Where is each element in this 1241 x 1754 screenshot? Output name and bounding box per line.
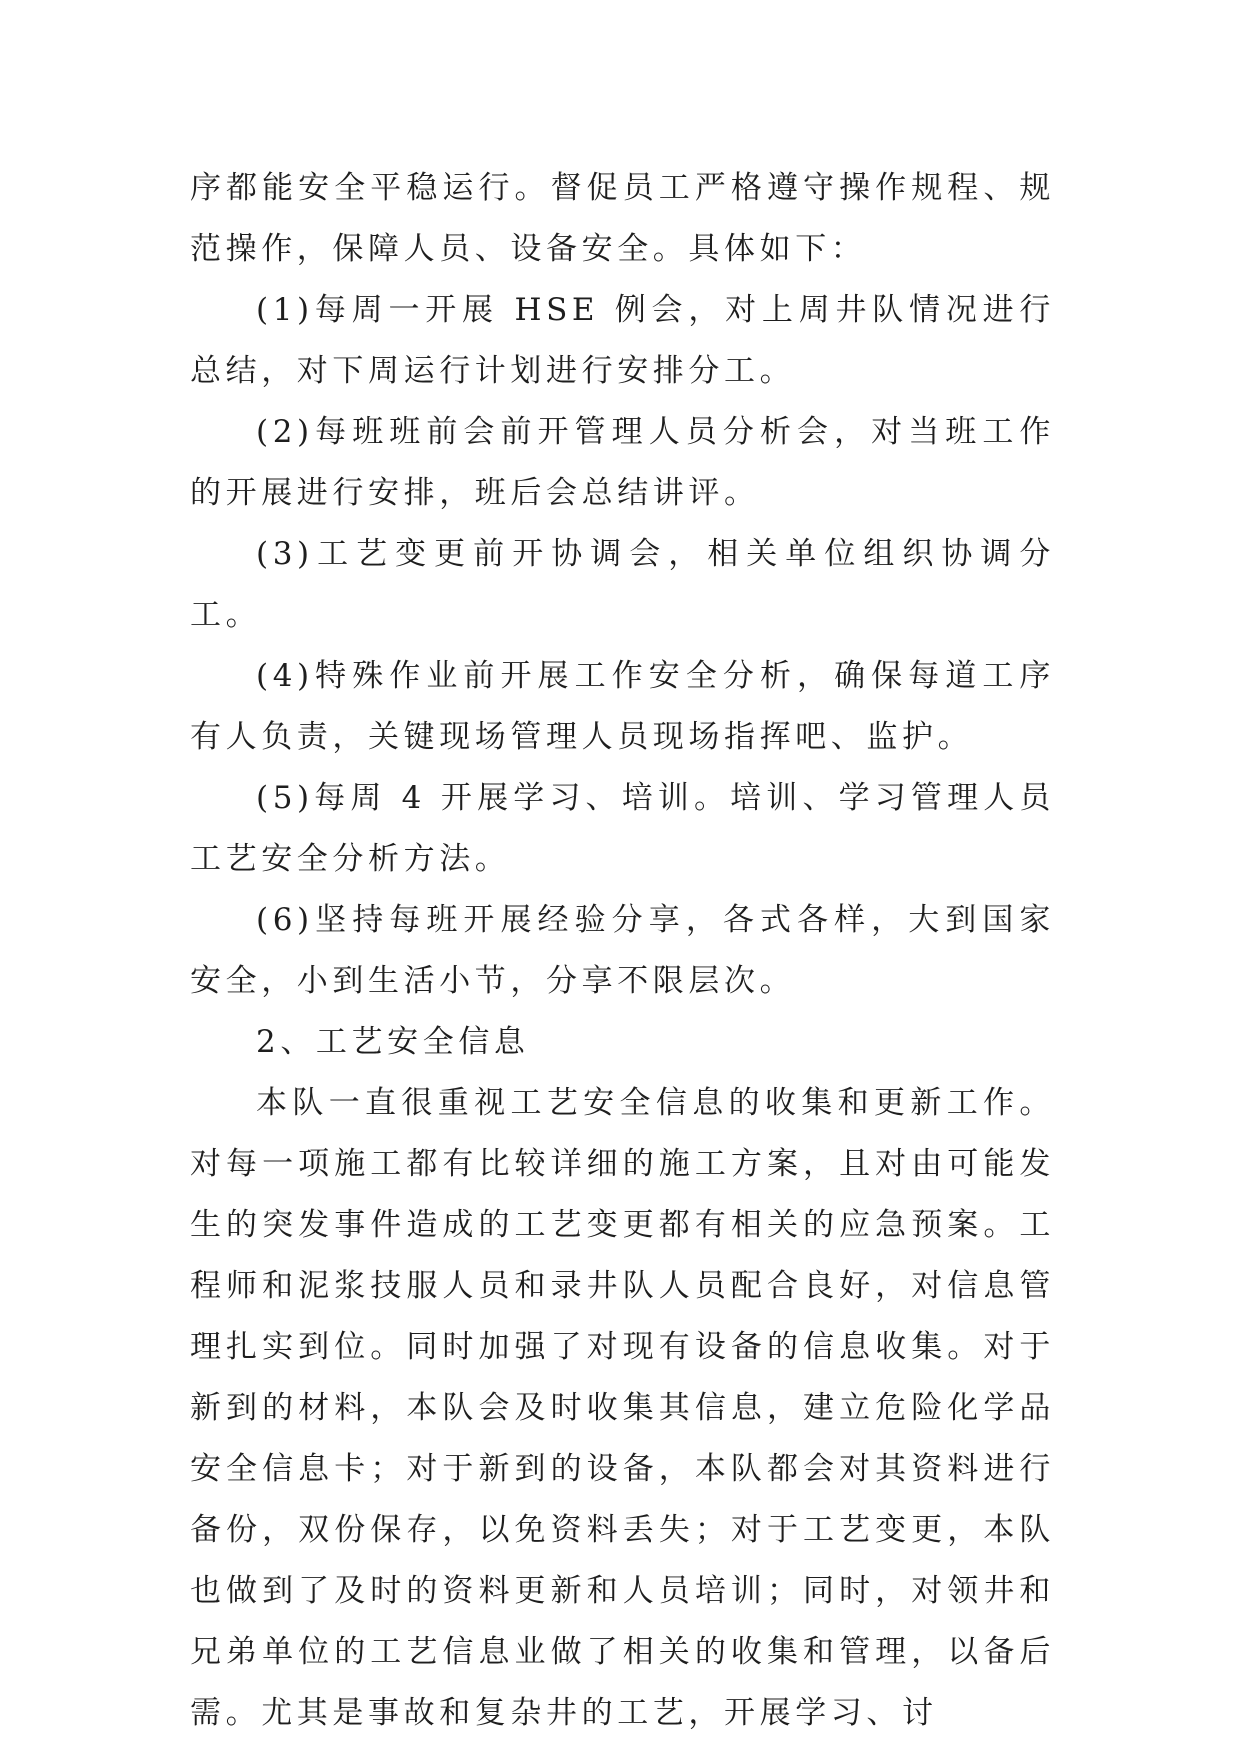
list-item-3: (3)工艺变更前开协调会，相关单位组织协调分工。: [190, 536, 1055, 633]
document-page: [190, 158, 1055, 1744]
list-item-6: (6)坚持每班开展经验分享，各式各样，大到国家安全，小到生活小节，分享不限层次。: [190, 902, 1055, 999]
list-item-2: (2)每班班前会前开管理人员分析会，对当班工作的开展进行安排，班后会总结讲评。: [190, 414, 1055, 511]
list-item-5: (5)每周 4 开展学习、培训。培训、学习管理人员工艺安全分析方法。: [190, 780, 1055, 877]
paragraph-continuation: 序都能安全平稳运行。督促员工严格遵守操作规程、规范操作，保障人员、设备安全。具体如下：: [190, 170, 1055, 267]
section-heading: 2、工艺安全信息: [256, 1024, 530, 1060]
list-item-1: (1)每周一开展 HSE 例会，对上周井队情况进行总结，对下周运行计划进行安排分工。: [190, 292, 1055, 389]
body-paragraph: 本队一直很重视工艺安全信息的收集和更新工作。对每一项施工都有比较详细的施工方案，且对由可能发生的突发事件造成的工艺变更都有相关的应急预案。工程师和泥浆技服人员和录井队人员配合良好，对信息管理扎实到位。同时加强了对现有设备的信息收集。对于新到的材料，本队会及时收集其信息，建立危险化学品安全信息卡；对于新到的设备，本队都会对其资料进行备份，双份保存，以免资料丢失；对于工艺变更，本队也做到了及时的资料更新和人员培训；同时，对领井和兄弟单位的工艺信息业做了相关的收集和管理，以备后需。尤其是事故和复杂井的工艺，开展学习、讨: [190, 1085, 1055, 1731]
list-item-4: (4)特殊作业前开展工作安全分析，确保每道工序有人负责，关键现场管理人员现场指挥吧、监护。: [190, 658, 1055, 755]
